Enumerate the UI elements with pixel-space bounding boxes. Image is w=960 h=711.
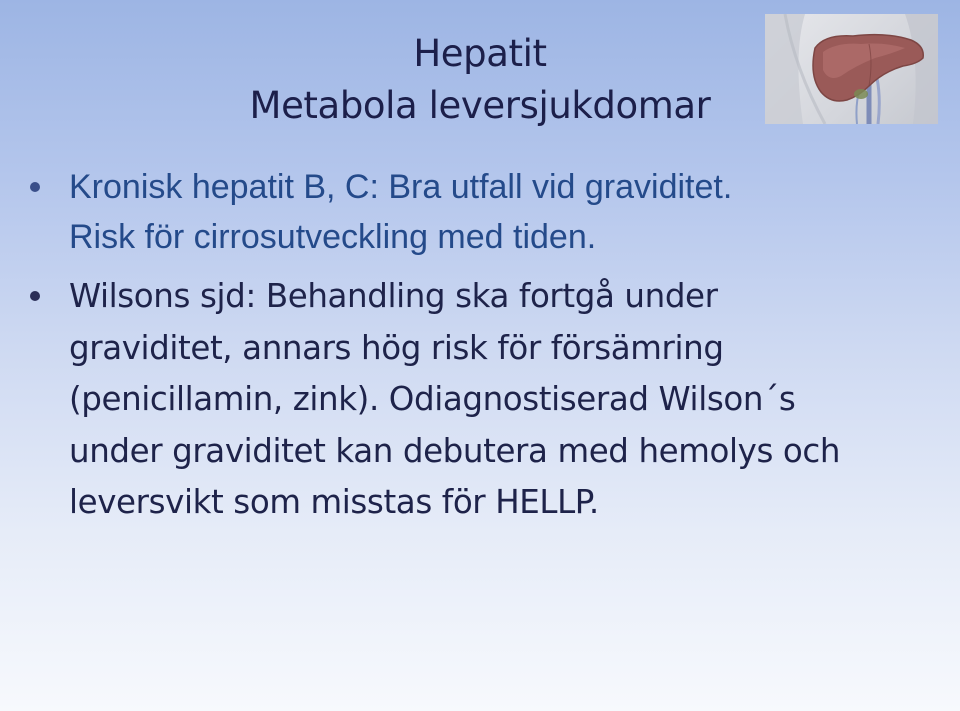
title-line-2: Metabola leversjukdomar xyxy=(249,84,711,127)
slide-title xyxy=(180,28,780,132)
bullet-text-line: under graviditet kan debutera med hemolys och xyxy=(69,431,841,470)
bullet-marker-icon xyxy=(30,182,40,192)
bullet-text-line: graviditet, annars hög risk för försämring xyxy=(69,328,724,367)
bullet-marker-icon xyxy=(30,291,40,301)
bullet-text-line: Wilsons sjd: Behandling ska fortgå under xyxy=(69,277,718,315)
liver-image xyxy=(765,14,938,124)
bullet-text-line: Risk för cirrosutveckling med tiden. xyxy=(69,218,597,256)
bullet-text-line: Kronisk hepatit B, C: Bra utfall vid graviditet. xyxy=(69,168,733,206)
bullet-item xyxy=(30,162,930,262)
title-line-1: Hepatit xyxy=(413,32,547,75)
liver-illustration-icon xyxy=(765,14,938,124)
bullet-item xyxy=(30,271,930,529)
bullet-text-line: (penicillamin, zink). Odiagnostiserad Wilson´s xyxy=(69,380,796,418)
bullet-list xyxy=(30,162,930,529)
bullet-text-line: leversvikt som misstas för HELLP. xyxy=(69,483,599,521)
